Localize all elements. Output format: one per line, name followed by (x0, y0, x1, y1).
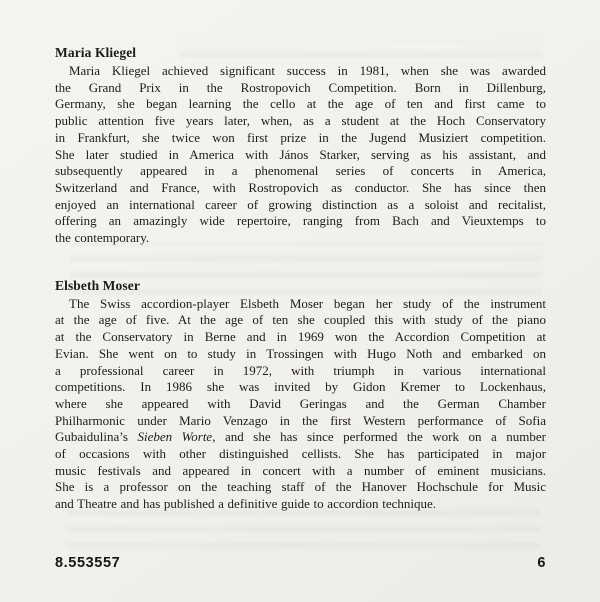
text-line: the contemporary. (55, 230, 150, 246)
text-line: The Swiss accordion-player Elsbeth Moser began her study of the instrument (69, 295, 546, 311)
work-title-italic: Sieben Worte (137, 429, 213, 445)
page-number: 6 (537, 555, 546, 571)
artist-name-heading: Maria Kliegel (55, 45, 137, 60)
text-line: enjoyed an international career of growing distinction as a soloist and recitalist, (55, 196, 546, 212)
text-line: Switzerland and France, with Rostropovich as conductor. She has since then (55, 179, 546, 195)
page-footer (55, 555, 546, 571)
text-line: a professional career in 1972, with triumph in various international (55, 362, 546, 378)
section-maria-kliegel (55, 44, 546, 247)
text-line: public attention five years later, when, as a student at the Hoch Conservatory (55, 113, 546, 129)
text-line: and Theatre and has published a definitive guide to accordion technique. (55, 496, 436, 512)
artist-name-heading: Elsbeth Moser (55, 277, 140, 293)
text-segment: , and she has since performed the work on a number (212, 429, 546, 445)
text-line (55, 429, 546, 446)
text-line: at the age of five. At the age of ten she coupled this with study of the piano (55, 312, 546, 328)
text-line: the Grand Prix in the Rostropovich Competition. Born in Dillenburg, (55, 79, 546, 95)
biography-paragraph (55, 63, 546, 247)
text-line: in Frankfurt, she twice won first prize in the Jugend Musiziert competition. (55, 129, 546, 145)
page-content (55, 44, 546, 513)
text-line: Maria Kliegel achieved significant success in 1981, when she was awarded (69, 63, 546, 78)
text-line: at the Conservatory in Berne and in 1969 won the Accordion Competition at (55, 329, 546, 345)
text-line: competitions. In 1986 she was invited by Gidon Kremer to Lockenhaus, (55, 379, 546, 395)
text-line: She is a professor on the teaching staff of the Hanover Hochschule for Music (55, 479, 546, 495)
text-line: Philharmonic under Mario Venzago in the first Western performance of Sofia (55, 412, 546, 428)
section-elsbeth-moser (55, 277, 546, 513)
text-line: offering an amazingly wide repertoire, ranging from Bach and Vieuxtemps to (55, 213, 546, 229)
text-line: Germany, she began learning the cello at the age of ten and first came to (55, 96, 546, 112)
text-line: of occasions with other distinguished cellists. She has participated in major (55, 446, 546, 462)
text-line: where she appeared with David Geringas and the German Chamber (55, 395, 546, 411)
text-line: Evian. She went on to study in Trossingen with Hugo Noth and embarked on (55, 345, 546, 361)
text-line: subsequently appeared in a phenomenal series of concerts in America, (55, 163, 546, 179)
biography-paragraph (55, 296, 546, 513)
text-line: She later studied in America with János Starker, serving as his assistant, and (55, 146, 546, 162)
text-line: music festivals and appeared in concert with a number of eminent musicians. (55, 462, 546, 478)
catalog-number: 8.553557 (55, 555, 121, 571)
text-segment: Gubaidulina’s (55, 429, 138, 445)
